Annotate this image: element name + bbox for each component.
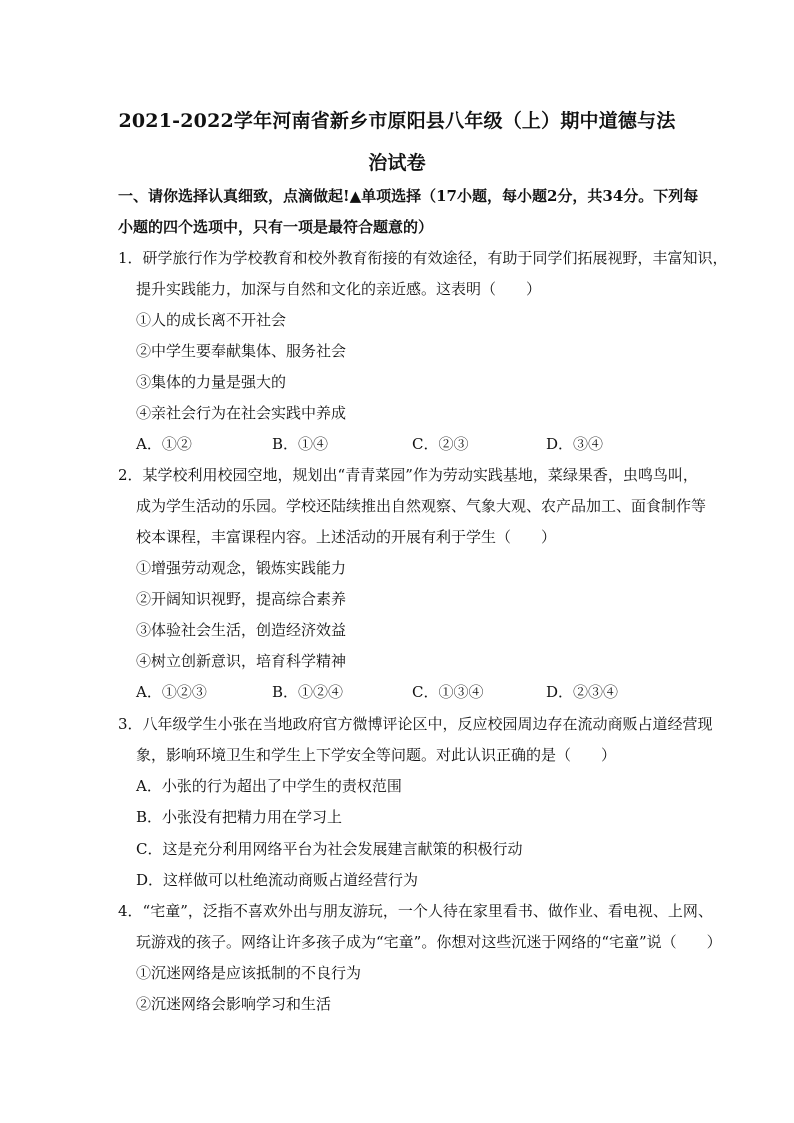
- question-2-item-4: ④树立创新意识，培育科学精神: [136, 652, 347, 670]
- question-1-item-4: ④亲社会行为在社会实践中养成: [136, 404, 347, 422]
- question-2-choice-a: A．①②③: [136, 683, 207, 701]
- question-1-choice-a: A．①②: [136, 435, 192, 453]
- question-4-item-1: ①沉迷网络是应该抵制的不良行为: [136, 964, 362, 982]
- question-3-option-c: C．这是充分利用网络平台为社会发展建言献策的积极行动: [136, 840, 523, 858]
- question-3-option-b: B．小张没有把精力用在学习上: [136, 808, 343, 826]
- question-2-choice-d: D．②③④: [546, 683, 619, 701]
- exam-title-line-2: 治试卷: [368, 152, 426, 174]
- question-1-item-1: ①人的成长离不开社会: [136, 311, 287, 329]
- question-3-stem-line-1: 3．八年级学生小张在当地政府官方微博评论区中，反应校园周边存在流动商贩占道经营现: [118, 715, 713, 733]
- question-3-option-d: D．这样做可以杜绝流动商贩占道经营行为: [136, 871, 419, 889]
- question-4-stem-line-2: 玩游戏的孩子。网络让许多孩子成为“宅童”。你想对这些沉迷于网络的“宅童”说（ ）: [136, 933, 722, 951]
- exam-title-line-1: 2021-2022学年河南省新乡市原阳县八年级（上）期中道德与法: [118, 110, 676, 132]
- question-2-stem-line-2: 成为学生活动的乐园。学校还陆续推出自然观察、气象大观、农产品加工、面食制作等: [136, 497, 707, 515]
- question-2-choice-c: C．①③④: [412, 683, 484, 701]
- question-3-stem-line-2: 象，影响环境卫生和学生上下学安全等问题。对此认识正确的是（ ）: [136, 746, 617, 764]
- question-4-item-2: ②沉迷网络会影响学习和生活: [136, 995, 332, 1013]
- question-2-stem-line-1: 2．某学校利用校园空地，规划出“青青菜园”作为劳动实践基地，菜绿果香，虫鸣鸟叫，: [118, 466, 698, 484]
- question-1-choice-b: B．①④: [272, 435, 329, 453]
- question-2-item-1: ①增强劳动观念，锻炼实践能力: [136, 559, 347, 577]
- question-1-stem-line-1: 1．研学旅行作为学校教育和校外教育衔接的有效途径，有助于同学们拓展视野，丰富知识，: [118, 249, 728, 267]
- question-1-stem-line-2: 提升实践能力，加深与自然和文化的亲近感。这表明（ ）: [136, 280, 542, 298]
- question-2-stem-line-3: 校本课程，丰富课程内容。上述活动的开展有利于学生（ ）: [136, 528, 557, 546]
- section-heading-line-2: 小题的四个选项中，只有一项是最符合题意的）: [118, 218, 434, 236]
- question-2-item-2: ②开阔知识视野，提高综合素养: [136, 590, 347, 608]
- question-1-item-3: ③集体的力量是强大的: [136, 373, 287, 391]
- section-heading-line-1: 一、请你选择认真细致，点滴做起!▲单项选择（17小题，每小题2分，共34分。下列每: [118, 187, 699, 205]
- question-1-choice-c: C．②③: [412, 435, 469, 453]
- question-2-item-3: ③体验社会生活，创造经济效益: [136, 621, 347, 639]
- question-2-choice-b: B．①②④: [272, 683, 344, 701]
- question-1-item-2: ②中学生要奉献集体、服务社会: [136, 342, 347, 360]
- question-3-option-a: A．小张的行为超出了中学生的责权范围: [136, 777, 402, 795]
- question-4-stem-line-1: 4．“宅童”，泛指不喜欢外出与朋友游玩，一个人待在家里看书、做作业、看电视、上网、: [118, 902, 713, 920]
- question-1-choice-d: D．③④: [546, 435, 604, 453]
